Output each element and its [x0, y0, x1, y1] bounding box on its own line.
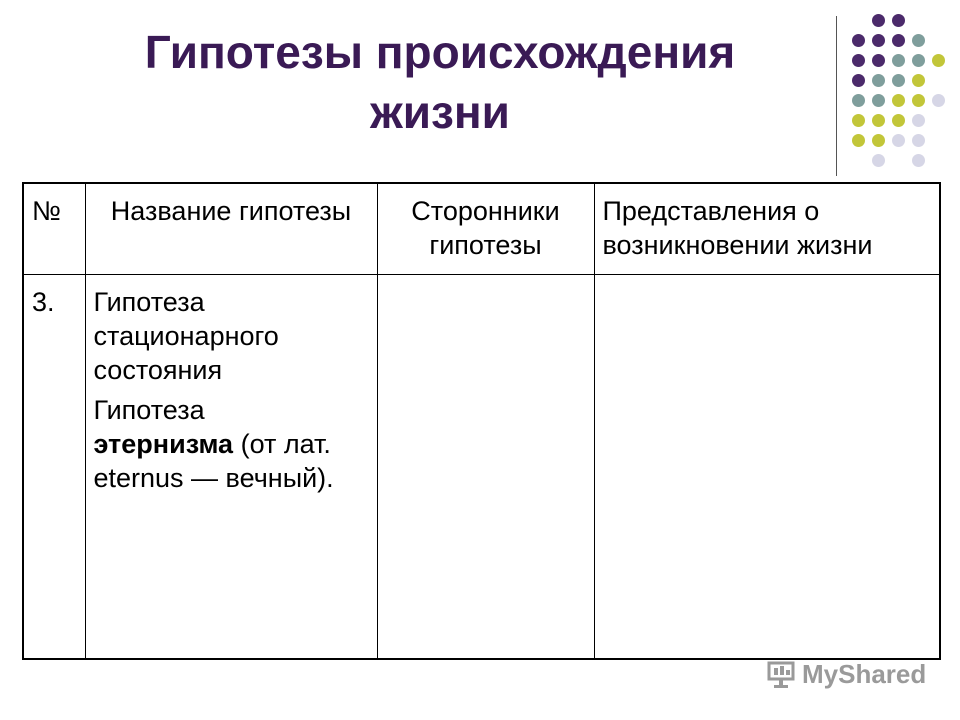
- dot: [872, 134, 885, 147]
- dot: [892, 54, 905, 67]
- watermark-text: MyShared: [802, 658, 927, 689]
- decorative-dot-grid: [852, 14, 948, 154]
- dot: [912, 94, 925, 107]
- dot: [852, 94, 865, 107]
- dot: [872, 34, 885, 47]
- row-hypothesis-name: [85, 275, 377, 660]
- slide-title: [60, 22, 820, 142]
- title-line-2: жизни: [370, 86, 510, 138]
- dot: [932, 94, 945, 107]
- dot: [912, 74, 925, 87]
- dot: [892, 94, 905, 107]
- dot: [892, 114, 905, 127]
- name-paragraph-1: Гипотеза стационарного состояния: [93, 287, 279, 385]
- dot: [872, 54, 885, 67]
- dot: [912, 54, 925, 67]
- dot: [872, 94, 885, 107]
- watermark: [766, 654, 926, 694]
- row-ideas: [594, 275, 940, 660]
- header-supporters: Сторонники гипотезы: [377, 183, 594, 275]
- name-p2-prefix: Гипотеза: [93, 395, 205, 425]
- dot: [852, 34, 865, 47]
- table-row: [23, 275, 940, 660]
- header-ideas: Представления о возникновении жизни: [594, 183, 940, 275]
- header-number: №: [23, 183, 85, 275]
- name-p2-suffix: (от лат. eternus — вечный).: [93, 429, 334, 493]
- hypotheses-table: [22, 182, 941, 660]
- dot: [872, 14, 885, 27]
- dot: [852, 74, 865, 87]
- dot: [912, 134, 925, 147]
- dot: [892, 34, 905, 47]
- dot: [912, 34, 925, 47]
- dot: [932, 54, 945, 67]
- dot: [892, 134, 905, 147]
- dot: [852, 134, 865, 147]
- header-name: Название гипотезы: [85, 183, 377, 275]
- dot: [872, 114, 885, 127]
- title-line-1: Гипотезы происхождения: [144, 26, 736, 78]
- dot: [852, 114, 865, 127]
- dot: [892, 14, 905, 27]
- name-paragraph-2: [94, 393, 369, 495]
- name-p2-bold-term: этернизма: [93, 429, 234, 459]
- dot: [872, 74, 885, 87]
- row-number: 3.: [23, 275, 85, 660]
- dot: [912, 114, 925, 127]
- dot: [912, 154, 925, 167]
- dot: [892, 74, 905, 87]
- row-supporters: [377, 275, 594, 660]
- dot: [852, 54, 865, 67]
- presentation-icon: [766, 659, 796, 689]
- table-header-row: [23, 183, 940, 275]
- dot: [872, 154, 885, 167]
- divider-line: [836, 16, 837, 176]
